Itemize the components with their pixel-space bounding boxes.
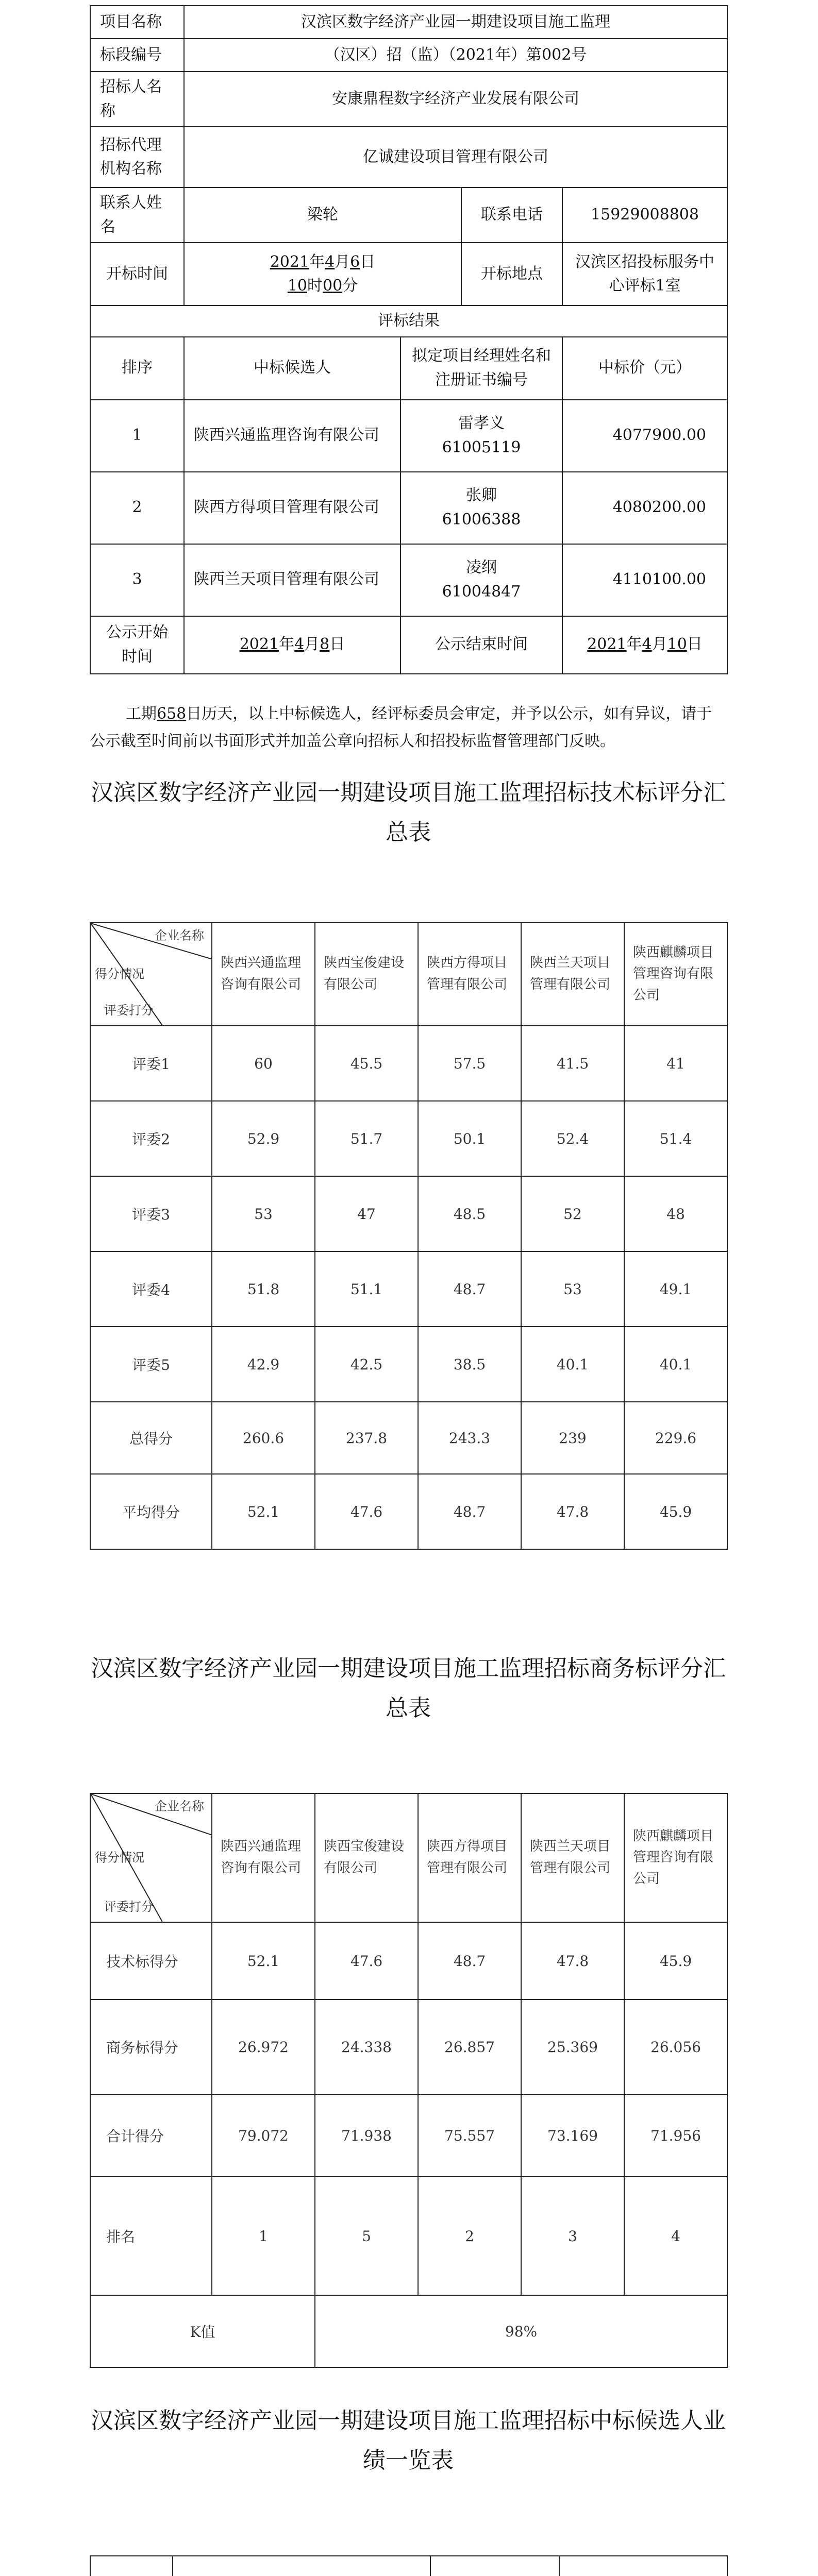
manager-name: 雷孝义 [458, 414, 505, 432]
tenderer-name: 安康鼎程数字经济产业发展有限公司 [184, 72, 727, 127]
score-cell: 47.6 [315, 1922, 418, 1999]
project-name: 汉滨区数字经济产业园一期建设项目施工监理 [184, 6, 727, 39]
project-name-label: 项目名称 [90, 6, 184, 39]
score-row [90, 2094, 727, 2177]
row-label: 总得分 [90, 1402, 212, 1474]
score-row [90, 1999, 727, 2094]
manager-name: 凌纲 [466, 558, 497, 577]
firm-header: 陕西兴通监理咨询有限公司 [212, 923, 315, 1026]
score-cell: 49.1 [624, 1251, 727, 1327]
notice-paragraph [90, 701, 727, 755]
score-cell: 57.5 [418, 1026, 521, 1101]
score-cell: 51.1 [315, 1251, 418, 1327]
score-row [90, 1922, 727, 1999]
hd-judge: 评委打分 [104, 1003, 154, 1018]
diagonal-header [90, 1793, 212, 1922]
score-cell: 5 [315, 2177, 418, 2295]
score-cell: 2 [418, 2177, 521, 2295]
score-cell: 239 [521, 1402, 624, 1474]
agency-label: 招标代理机构名称 [90, 127, 184, 188]
open-day-unit: 日 [360, 252, 376, 271]
pub-end-year-unit: 年 [626, 635, 642, 654]
col-rank: 排序 [90, 337, 184, 400]
score-cell: 47.8 [521, 1474, 624, 1549]
score-cell: 73.169 [521, 2094, 624, 2177]
phone-number: 15929008808 [562, 188, 727, 243]
score-cell: 79.072 [212, 2094, 315, 2177]
score-cell: 53 [521, 1251, 624, 1327]
manager-cert: 61005119 [442, 438, 521, 456]
publicity-end [562, 616, 727, 674]
pub-end-year: 2021 [587, 635, 627, 654]
score-cell: 26.972 [212, 1999, 315, 2094]
score-cell: 260.6 [212, 1402, 315, 1474]
pub-start-month: 4 [294, 635, 305, 654]
manager-cert: 61006388 [442, 510, 521, 529]
row-label: 评委4 [90, 1251, 212, 1327]
hd-judge: 评委打分 [104, 1900, 154, 1914]
score-cell: 75.557 [418, 2094, 521, 2177]
pub-end-month: 4 [642, 635, 652, 654]
open-time [184, 243, 461, 306]
bid-price: 4110100.00 [562, 544, 727, 616]
score-cell: 52 [521, 1176, 624, 1251]
score-row [90, 1327, 727, 1402]
score-cell: 41 [624, 1026, 727, 1101]
score-cell: 45.9 [624, 1922, 727, 1999]
score-cell: 48 [624, 1176, 727, 1251]
score-cell: 53 [212, 1176, 315, 1251]
score-cell: 48.7 [418, 1922, 521, 1999]
row-label: 排名 [90, 2177, 212, 2295]
pub-start-year: 2021 [239, 635, 279, 654]
score-cell: 48.5 [418, 1176, 521, 1251]
col-amount [430, 2556, 559, 2576]
score-row [90, 1251, 727, 1327]
firm-header: 陕西兴通监理咨询有限公司 [212, 1793, 315, 1922]
score-cell: 48.7 [418, 1474, 521, 1549]
open-year-unit: 年 [309, 252, 325, 271]
manager-cert: 61004847 [442, 582, 521, 601]
results-label: 评标结果 [90, 306, 727, 337]
hd-score: 得分情况 [95, 1850, 144, 1865]
biz-table-title: 汉滨区数字经济产业园一期建设项目施工监理招标商务标评分汇总表 [91, 1655, 726, 1721]
tender-no: （汉区）招（监）（2021年）第002号 [184, 39, 727, 72]
row-label: 平均得分 [90, 1474, 212, 1549]
score-cell: 38.5 [418, 1327, 521, 1402]
score-cell: 60 [212, 1026, 315, 1101]
notice-pre: 工期 [126, 705, 157, 723]
score-cell: 229.6 [624, 1402, 727, 1474]
tech-table-title: 汉滨区数字经济产业园一期建设项目施工监理招标技术标评分汇总表 [91, 779, 726, 845]
k-label: K值 [90, 2295, 315, 2367]
duration-days: 658 [157, 705, 187, 723]
row-label: 评委1 [90, 1026, 212, 1101]
score-cell: 50.1 [418, 1101, 521, 1176]
open-month-unit: 月 [335, 252, 350, 271]
col-candidate [90, 2556, 173, 2576]
diagonal-header [90, 923, 212, 1026]
score-cell: 52.1 [212, 1474, 315, 1549]
firm-header: 陕西兰天项目管理有限公司 [521, 1793, 624, 1922]
publicity-start-label: 公示开始时间 [90, 616, 184, 674]
score-cell: 26.056 [624, 1999, 727, 2094]
score-cell: 243.3 [418, 1402, 521, 1474]
manager [400, 400, 562, 472]
manager [400, 544, 562, 616]
open-minute-unit: 分 [342, 277, 358, 295]
open-minute: 00 [323, 277, 343, 295]
firm-header: 陕西宝俊建设有限公司 [315, 1793, 418, 1922]
candidate-name: 陕西兰天项目管理有限公司 [184, 544, 400, 616]
result-row [90, 472, 727, 544]
score-cell: 42.5 [315, 1327, 418, 1402]
firm-header: 陕西麒麟项目管理咨询有限公司 [624, 1793, 727, 1922]
col-manager: 拟定项目经理姓名和注册证书编号 [400, 337, 562, 400]
hd-company: 企业名称 [155, 928, 204, 943]
row-label: 评委3 [90, 1176, 212, 1251]
pub-end-day-unit: 日 [687, 635, 703, 654]
rank: 2 [90, 472, 184, 544]
open-hour: 10 [287, 277, 307, 295]
open-place-label: 开标地点 [461, 243, 562, 306]
pub-end-day: 10 [667, 635, 687, 654]
score-cell: 47.8 [521, 1922, 624, 1999]
col-candidate: 中标候选人 [184, 337, 400, 400]
score-cell: 52.9 [212, 1101, 315, 1176]
row-label: 技术标得分 [90, 1922, 212, 1999]
score-cell: 48.7 [418, 1251, 521, 1327]
score-cell: 25.369 [521, 1999, 624, 2094]
score-cell: 52.1 [212, 1922, 315, 1999]
pub-end-month-unit: 月 [652, 635, 667, 654]
col-project [173, 2556, 430, 2576]
open-month: 4 [325, 252, 335, 271]
score-cell: 51.4 [624, 1101, 727, 1176]
score-cell: 47 [315, 1176, 418, 1251]
pub-start-year-unit: 年 [279, 635, 295, 654]
score-row [90, 1402, 727, 1474]
score-cell: 3 [521, 2177, 624, 2295]
notice-post: 日历天，以上中标候选人，经评标委员会审定，并予以公示，如有异议，请于公示截至时间前以书面形式并加盖公章向招标人和招投标监督管理部门反映。 [90, 705, 712, 750]
row-label: 评委5 [90, 1327, 212, 1402]
score-cell: 71.938 [315, 2094, 418, 2177]
score-cell: 1 [212, 2177, 315, 2295]
row-label: 商务标得分 [90, 1999, 212, 2094]
agency-name: 亿诚建设项目管理有限公司 [184, 127, 727, 188]
score-row [90, 1176, 727, 1251]
row-label: 合计得分 [90, 2094, 212, 2177]
result-row [90, 544, 727, 616]
open-year: 2021 [270, 252, 310, 271]
candidate-name: 陕西方得项目管理有限公司 [184, 472, 400, 544]
score-row [90, 2177, 727, 2295]
announcement-table [90, 5, 728, 674]
score-cell: 237.8 [315, 1402, 418, 1474]
score-cell: 24.338 [315, 1999, 418, 2094]
firm-header: 陕西宝俊建设有限公司 [315, 923, 418, 1026]
performance-table [90, 2555, 728, 2576]
perf-table-title: 汉滨区数字经济产业园一期建设项目施工监理招标中标候选人业绩一览表 [91, 2408, 726, 2473]
result-row [90, 400, 727, 472]
score-cell: 47.6 [315, 1474, 418, 1549]
score-cell: 51.8 [212, 1251, 315, 1327]
biz-score-rows [90, 1922, 727, 2295]
tender-no-label: 标段编号 [90, 39, 184, 72]
k-value: 98% [315, 2295, 727, 2367]
score-cell: 40.1 [521, 1327, 624, 1402]
candidate-name: 陕西兴通监理咨询有限公司 [184, 400, 400, 472]
tech-score-rows [90, 1026, 727, 1549]
manager-name: 张卿 [466, 486, 497, 504]
publicity-start [184, 616, 400, 674]
tenderer-label: 招标人名称 [90, 72, 184, 127]
pub-start-day-unit: 日 [329, 635, 345, 654]
score-cell: 41.5 [521, 1026, 624, 1101]
manager [400, 472, 562, 544]
score-cell: 26.857 [418, 1999, 521, 2094]
publicity-end-label: 公示结束时间 [400, 616, 562, 674]
score-cell: 52.4 [521, 1101, 624, 1176]
score-cell: 51.7 [315, 1101, 418, 1176]
hd-company: 企业名称 [155, 1799, 204, 1814]
score-row [90, 1474, 727, 1549]
bid-price: 4077900.00 [562, 400, 727, 472]
hd-score: 得分情况 [95, 967, 144, 981]
bid-price: 4080200.00 [562, 472, 727, 544]
score-cell: 42.9 [212, 1327, 315, 1402]
score-cell: 45.5 [315, 1026, 418, 1101]
score-cell: 4 [624, 2177, 727, 2295]
open-place: 汉滨区招投标服务中心评标1室 [562, 243, 727, 306]
firm-header: 陕西方得项目管理有限公司 [418, 1793, 521, 1922]
contact-label: 联系人姓名 [90, 188, 184, 243]
phone-label: 联系电话 [461, 188, 562, 243]
open-time-label: 开标时间 [90, 243, 184, 306]
score-row [90, 1101, 727, 1176]
biz-score-table [90, 1793, 728, 2368]
tech-score-table [90, 922, 728, 1550]
score-row [90, 1026, 727, 1101]
row-label: 评委2 [90, 1101, 212, 1176]
score-cell: 71.956 [624, 2094, 727, 2177]
rank: 1 [90, 400, 184, 472]
pub-start-month-unit: 月 [304, 635, 320, 654]
open-hour-unit: 时 [307, 277, 323, 295]
open-day: 6 [350, 252, 360, 271]
col-price: 中标价（元） [562, 337, 727, 400]
score-cell: 45.9 [624, 1474, 727, 1549]
firm-header: 陕西兰天项目管理有限公司 [521, 923, 624, 1026]
rank: 3 [90, 544, 184, 616]
firm-header: 陕西麒麟项目管理咨询有限公司 [624, 923, 727, 1026]
col-owner [559, 2556, 727, 2576]
firm-header: 陕西方得项目管理有限公司 [418, 923, 521, 1026]
pub-start-day: 8 [320, 635, 330, 654]
contact-name: 梁轮 [184, 188, 461, 243]
score-cell: 40.1 [624, 1327, 727, 1402]
